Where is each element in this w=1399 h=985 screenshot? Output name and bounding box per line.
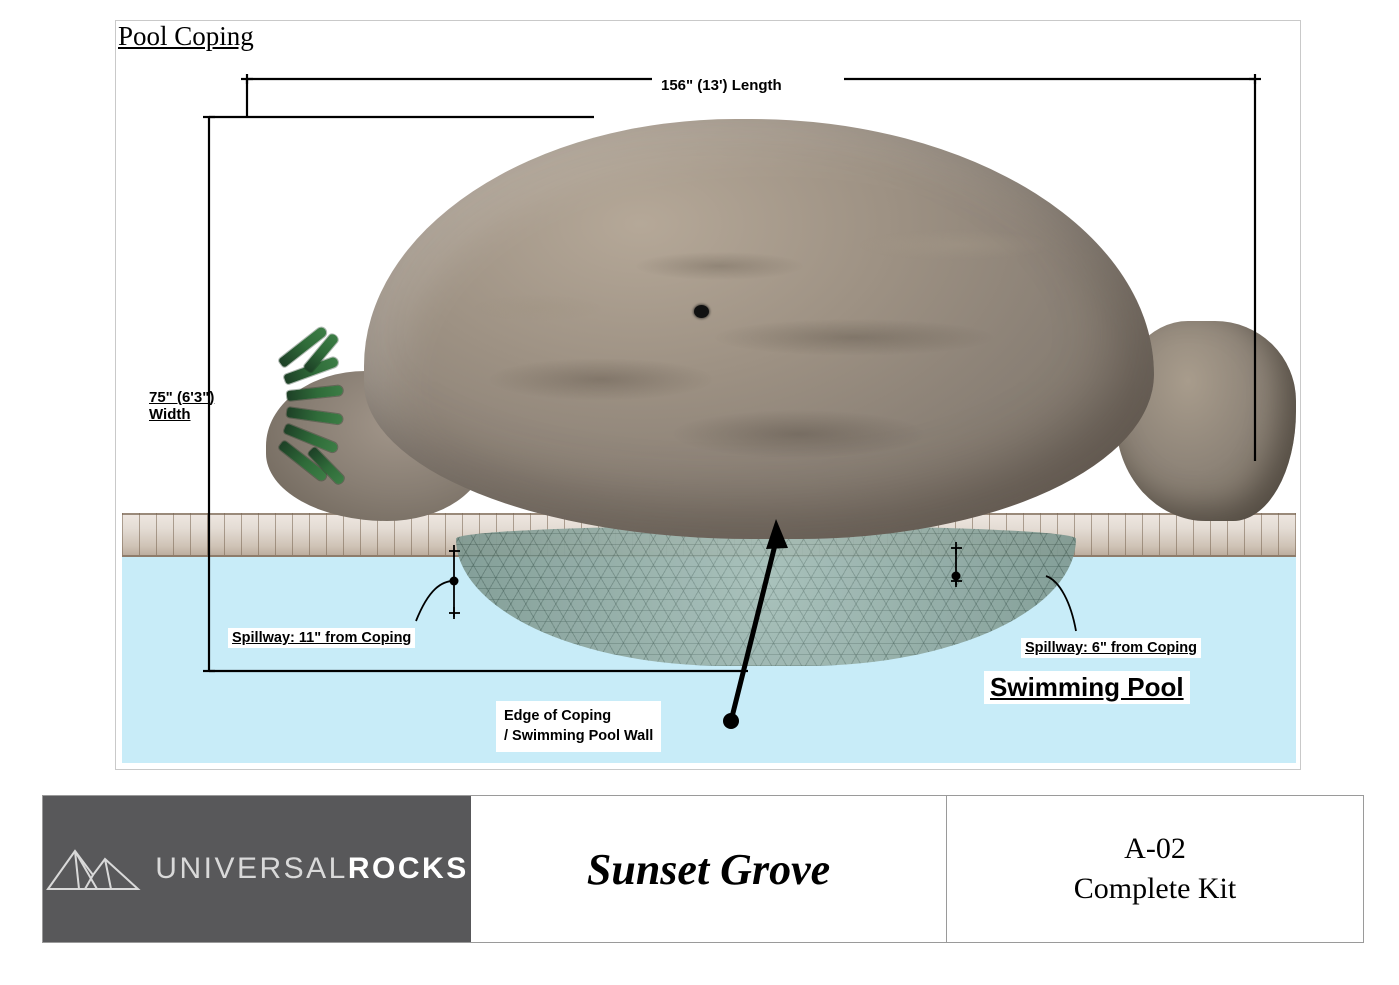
sheet-code: A-02 (1124, 831, 1186, 865)
spillway-left-leader (416, 545, 460, 621)
sheet-subtitle: Complete Kit (1073, 872, 1237, 905)
mountain-icon (45, 837, 141, 902)
drawing-canvas (115, 20, 1301, 770)
width-dimension-value: 75" (6'3") (149, 389, 215, 406)
spillway-right-leader (951, 542, 1076, 631)
length-dimension (241, 74, 1261, 461)
width-dimension (203, 117, 748, 671)
edge-of-coping-leader (723, 519, 788, 729)
brand-word-universal: UNIVERSAL (155, 852, 348, 885)
length-dimension-label: 156" (13') Length (661, 77, 782, 94)
brand-logo-text (155, 852, 468, 886)
sheet-code-cell (947, 796, 1363, 942)
edge-of-coping-line-2: / Swimming Pool Wall (504, 727, 654, 744)
width-dimension-label (149, 389, 214, 424)
pool-coping-label: Pool Coping (116, 21, 1300, 52)
product-name-cell (471, 796, 947, 942)
spillway-left-label: Spillway: 11" from Coping (228, 628, 415, 648)
edge-of-coping-line-1: Edge of Coping (504, 708, 612, 724)
title-block (42, 795, 1364, 943)
spillway-right-label: Spillway: 6" from Coping (1021, 638, 1201, 658)
product-name: Sunset Grove (586, 844, 831, 894)
brand-logo-cell (43, 796, 471, 942)
brand-word-rocks: ROCKS (347, 852, 469, 885)
swimming-pool-label: Swimming Pool (984, 671, 1190, 704)
width-dimension-caption: Width (149, 406, 191, 424)
edge-of-coping-label (496, 701, 661, 752)
